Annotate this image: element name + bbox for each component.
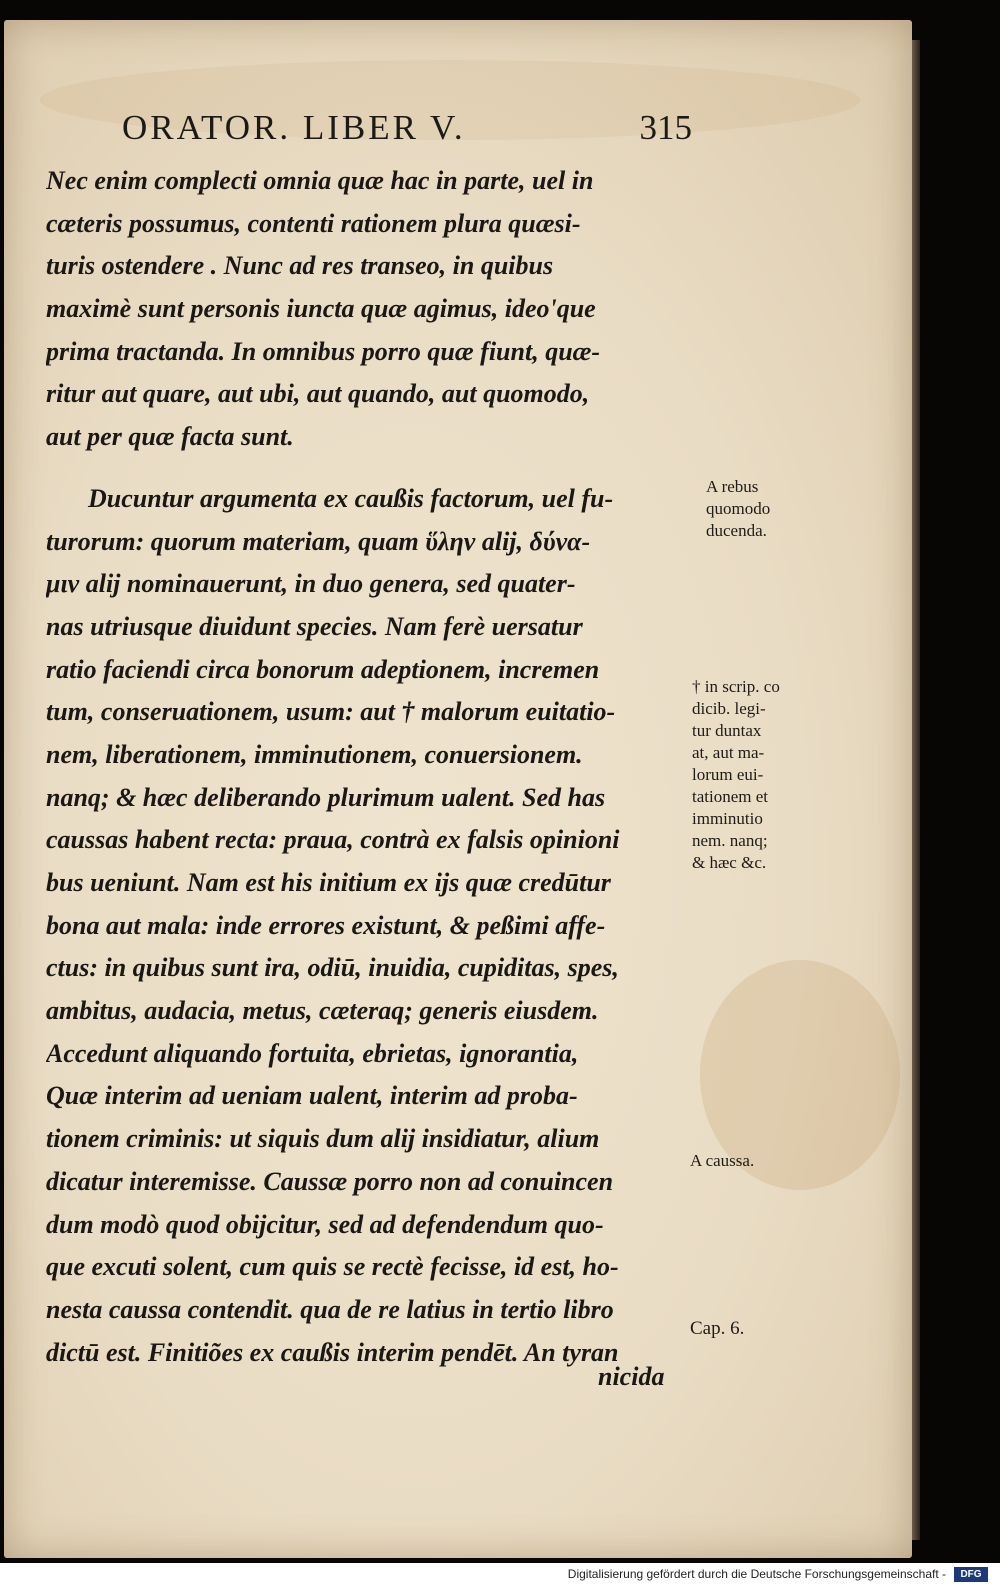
text-line: nas utriusque diuidunt species. Nam ferè uersatur (46, 611, 583, 641)
footer-credit: Digitalisierung gefördert durch die Deutsche Forschungsgemeinschaft - (567, 1567, 946, 1581)
text-line: turis ostendere . Nunc ad res transeo, in quibus (46, 251, 554, 281)
text-line: nesta caussa contendit. qua de re latius in tertio libro (46, 1294, 614, 1324)
text-line: nanq; & hæc deliberando plurimum ualent. Sed has (46, 782, 606, 812)
text-line: tum, conseruationem, usum: aut † malorum euitatio- (46, 697, 616, 727)
text-line: prima tractanda. In omnibus porro quæ fiunt, quæ- (46, 336, 601, 366)
marginal-line: lorum eui- (692, 765, 764, 784)
footer-bar (0, 1563, 1000, 1587)
page-edge (912, 40, 920, 1540)
text-line: ambitus, audacia, metus, cæteraq; generis eiusdem. (46, 996, 599, 1026)
catchword: nicida (598, 1362, 665, 1391)
text-line: que excuti solent, cum quis se rectè fecisse, id est, ho- (46, 1252, 619, 1282)
text-line: dicatur interemisse. Caussæ porro non ad conuincen (46, 1166, 614, 1196)
text-line: ctus: in quibus sunt ira, odiū, inuidia, cupiditas, spes, (46, 953, 619, 983)
text-line: Quæ interim ad ueniam ualent, interim ad proba- (46, 1081, 578, 1111)
text-line: Accedunt aliquando fortuita, ebrietas, ignorantia, (46, 1038, 579, 1068)
text-line: aut per quæ facta sunt. (46, 422, 294, 452)
marginal-note-inscrip (692, 676, 780, 874)
text-line: dum modò quod obijcitur, sed ad defendendum quo- (46, 1209, 604, 1239)
marginal-line: † in scrip. co (692, 677, 780, 696)
text-line: cæteris possumus, contenti rationem plura quæsi- (46, 208, 581, 238)
text-line: ratio faciendi circa bonorum adeptionem, incremen (46, 654, 600, 684)
dfg-logo: DFG (954, 1567, 988, 1582)
marginal-note-cap (690, 1318, 744, 1340)
marginal-line: at, aut ma- (692, 743, 765, 762)
marginal-note-a-caussa (690, 1150, 754, 1172)
text-line: Ducuntur argumenta ex caußis factorum, uel fu- (88, 483, 614, 513)
text-line: bus ueniunt. Nam est his initium ex ijs quæ credūtur (46, 868, 611, 897)
marginal-line: dicib. legi- (692, 699, 766, 718)
marginal-line: nem. nanq; (692, 831, 768, 850)
text-line: tionem criminis: ut siquis dum alij insidiatur, alium (46, 1124, 600, 1154)
marginal-line: A rebus (706, 477, 759, 496)
text-line: caussas habent recta: praua, contrà ex falsis opinioni (46, 825, 620, 855)
text-line: nem, liberationem, imminutionem, conuersionem. (46, 739, 583, 769)
text-line: bona aut mala: inde errores existunt, & peßimi affe- (46, 910, 606, 940)
running-head (122, 108, 692, 156)
marginal-line: & hæc &c. (692, 853, 767, 872)
marginal-line: A caussa. (690, 1151, 755, 1170)
text-line: dictū est. Finitiões ex caußis interim pendēt. An tyran (46, 1337, 619, 1367)
text-line: μιν alij nominauerunt, in duo genera, sed quater- (46, 569, 576, 599)
page-number: 315 (639, 108, 692, 147)
marginal-line: quomodo (706, 499, 771, 518)
text-line: maximè sunt personis iuncta quæ agimus, ideo'que (46, 294, 596, 324)
marginal-line: ducenda. (706, 521, 767, 540)
marginal-line: tationem et (692, 787, 769, 806)
body-text (46, 160, 706, 1374)
marginal-line: Cap. 6. (690, 1318, 745, 1339)
text-line: turorum: quorum materiam, quam ὕλην alij, δύνα- (46, 526, 591, 556)
running-title: ORATOR. LIBER V. (122, 108, 466, 147)
marginal-line: tur duntax (692, 721, 762, 740)
marginal-line: imminutio (692, 809, 763, 828)
marginal-note-a-rebus (706, 476, 770, 542)
text-line: Nec enim complecti omnia quæ hac in parte, uel in (46, 166, 594, 195)
text-line: ritur aut quare, aut ubi, aut quando, aut quomodo, (46, 379, 590, 409)
